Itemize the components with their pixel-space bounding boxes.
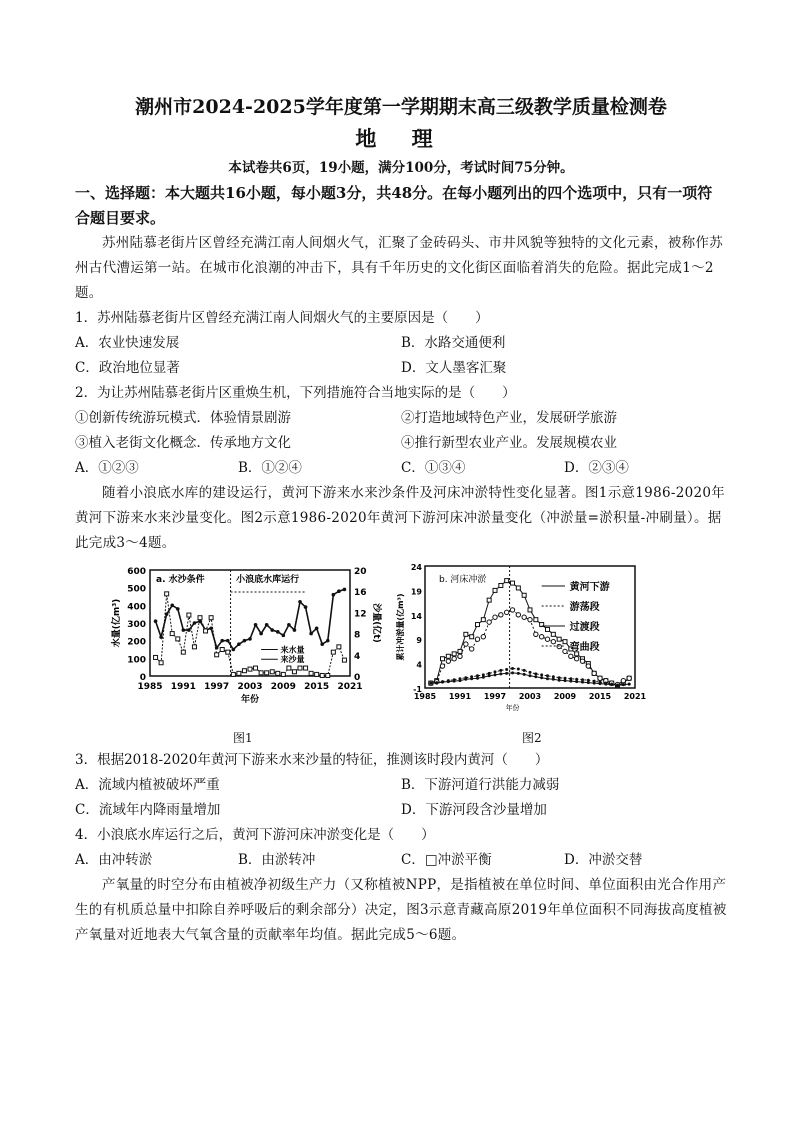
water-point bbox=[298, 600, 302, 604]
sediment-point bbox=[270, 670, 274, 674]
series-point bbox=[446, 659, 450, 663]
series-point bbox=[494, 673, 497, 676]
series-point bbox=[499, 672, 502, 675]
water-point bbox=[220, 639, 224, 643]
question-stem: 1．苏州陆慕老街片区曾经充满江南人间烟火气的主要原因是（ ） bbox=[75, 310, 489, 326]
series-point bbox=[628, 683, 631, 686]
sediment-point bbox=[309, 671, 313, 675]
water-point bbox=[254, 623, 258, 627]
option-c: C．流域年内降雨量增加 bbox=[75, 802, 221, 818]
series-point bbox=[435, 681, 438, 684]
series-point bbox=[441, 680, 444, 683]
water-point bbox=[309, 632, 313, 636]
series-point bbox=[499, 613, 503, 617]
series-point bbox=[499, 669, 502, 672]
series-point bbox=[610, 683, 613, 686]
sediment-point bbox=[276, 671, 280, 675]
water-point bbox=[337, 589, 341, 593]
left-tick-label: 500 bbox=[127, 584, 146, 595]
right-tick-label: 12 bbox=[354, 609, 367, 620]
section-heading: 一、选择题：本大题共16小题，每小题3分，共48分。在每小题列出的四个选项中，只有一项符合题目要求。 bbox=[75, 184, 713, 227]
panel-label: b. 河床冲淤 bbox=[439, 575, 487, 585]
series-point bbox=[488, 672, 491, 675]
sediment-point bbox=[204, 629, 208, 633]
series-point bbox=[470, 675, 473, 678]
water-point bbox=[209, 627, 213, 631]
option-d: D．冲淤交替 bbox=[564, 852, 643, 868]
exam-page bbox=[75, 92, 727, 948]
series-point bbox=[494, 670, 497, 673]
series-point bbox=[452, 652, 456, 656]
sediment-point bbox=[342, 658, 346, 662]
series-point bbox=[551, 632, 555, 636]
x-tick-label: 2021 bbox=[337, 682, 363, 692]
left-tick-label: 600 bbox=[127, 567, 146, 577]
left-axis-label: 水量(亿m³) bbox=[112, 598, 122, 648]
series-point bbox=[475, 637, 479, 641]
left-tick-label: 200 bbox=[127, 637, 146, 648]
series-point bbox=[551, 639, 555, 643]
series-point bbox=[516, 613, 520, 617]
x-tick-label: 1997 bbox=[483, 692, 507, 701]
sediment-point bbox=[242, 669, 246, 673]
series-point bbox=[552, 675, 555, 678]
sediment-point bbox=[159, 661, 163, 665]
series-point bbox=[487, 598, 491, 602]
panel-label: a. 水沙条件 bbox=[156, 575, 205, 585]
water-point bbox=[176, 607, 180, 611]
item-4: ④推行新型农业产业。发展规模农业 bbox=[401, 435, 617, 451]
water-point bbox=[226, 639, 230, 643]
question-4 bbox=[75, 823, 727, 873]
item-2: ②打造地域特色产业，发展研学旅游 bbox=[401, 410, 617, 426]
water-point bbox=[315, 627, 319, 631]
series-point bbox=[563, 649, 567, 653]
series-point bbox=[487, 620, 491, 624]
series-point bbox=[587, 679, 590, 682]
question-1 bbox=[75, 306, 727, 381]
series-point bbox=[575, 678, 578, 681]
sediment-point bbox=[165, 592, 169, 596]
option-a: A．农业快速发展 bbox=[75, 335, 180, 351]
series-point bbox=[574, 657, 578, 661]
water-point bbox=[343, 588, 347, 592]
water-point bbox=[237, 642, 241, 646]
series-point bbox=[505, 579, 509, 583]
series-point bbox=[557, 637, 561, 641]
left-tick-label: 400 bbox=[127, 602, 146, 613]
sediment-point bbox=[176, 637, 180, 641]
series-point bbox=[523, 673, 526, 676]
y-tick-label: 24 bbox=[410, 563, 422, 572]
passage-2: 随着小浪底水库的建设运行，黄河下游来水来沙条件及河床冲淤特性变化显著。图1示意1986-2020年黄河下游来水来沙量变化。图2示意1986-2020年黄河下游河床冲淤量变化（冲淤量=淤积量-冲刷量）。据此完成3～4题。 bbox=[75, 485, 726, 551]
passage-1: 苏州陆慕老街片区曾经充满江南人间烟火气，汇聚了金砖码头、市井风貌等独特的文化元素，被称作苏州古代漕运第一站。在城市化浪潮的冲击下，具有千年历史的文化街区面临着消失的危险。据此完成1～2题。 bbox=[75, 235, 723, 301]
series-point bbox=[517, 667, 520, 670]
sediment-point bbox=[209, 616, 213, 620]
series-point bbox=[581, 678, 584, 681]
water-point bbox=[287, 623, 291, 627]
series-point bbox=[534, 675, 537, 678]
series-point bbox=[569, 654, 573, 658]
sediment-point bbox=[226, 650, 230, 654]
series-point bbox=[481, 635, 485, 639]
option-c: C．①③④ bbox=[401, 460, 466, 476]
water-point bbox=[293, 628, 297, 632]
series-point bbox=[458, 649, 462, 653]
right-tick-label: 8 bbox=[354, 630, 361, 641]
right-tick-label: 20 bbox=[354, 567, 367, 577]
sediment-point bbox=[248, 667, 252, 671]
sediment-point bbox=[292, 670, 296, 674]
series-point bbox=[534, 618, 538, 622]
left-tick-label: 300 bbox=[127, 620, 146, 630]
item-1: ①创新传统游玩模式．体验情景剧游 bbox=[75, 410, 291, 426]
question-2 bbox=[75, 381, 727, 481]
plot-frame bbox=[150, 570, 350, 676]
water-point bbox=[182, 628, 186, 632]
series-point bbox=[586, 664, 590, 668]
x-tick-label: 1991 bbox=[448, 692, 472, 701]
option-a: A．由冲转淤 bbox=[75, 852, 153, 868]
series-point bbox=[493, 615, 497, 619]
exam-note: 本试卷共6页，19小题，满分100分，考试时间75分钟。 bbox=[228, 160, 574, 176]
sediment-point bbox=[231, 672, 235, 676]
right-axis-label: 沙量(亿t) bbox=[371, 603, 381, 643]
series-point bbox=[464, 642, 468, 646]
y-tick-label: 19 bbox=[410, 587, 422, 597]
series-point bbox=[622, 683, 625, 686]
x-tick-label: 2003 bbox=[237, 682, 263, 692]
series-point bbox=[598, 676, 602, 680]
left-tick-label: 0 bbox=[139, 673, 146, 683]
series-point bbox=[592, 671, 596, 675]
series-point bbox=[459, 677, 462, 680]
series-point bbox=[563, 640, 567, 644]
passage-3: 产氧量的时空分布由植被净初级生产力（又称植被NPP，是指植被在单位时间、单位面积由光合作用产生的有机质总量中扣除自养呼吸后的剩余部分）决定，图3示意青藏高原2019年单位面积不同海拔高度植被产氧量对近地表大气氧含量的贡献率年均值。据此完成5～6题。 bbox=[75, 877, 727, 943]
water-point bbox=[265, 623, 269, 627]
legend-water: 来水量 bbox=[280, 645, 305, 655]
water-point bbox=[165, 612, 169, 616]
y-tick-label: 9 bbox=[416, 636, 422, 646]
series-point bbox=[517, 672, 520, 675]
figure-2-caption: 图2 bbox=[522, 731, 542, 745]
series-point bbox=[528, 608, 532, 612]
water-point bbox=[187, 628, 191, 632]
sediment-point bbox=[298, 666, 302, 670]
sediment-point bbox=[320, 673, 324, 677]
sediment-point bbox=[259, 671, 263, 675]
x-axis-label: 年份 bbox=[505, 704, 520, 712]
series-point bbox=[441, 657, 445, 661]
water-point bbox=[259, 632, 263, 636]
y-tick-label: -1 bbox=[413, 685, 422, 694]
sediment-point bbox=[315, 672, 319, 676]
option-a: A．流域内植被破坏严重 bbox=[75, 777, 220, 793]
sediment-point bbox=[337, 645, 341, 649]
option-c: C．政治地位显著 bbox=[75, 360, 180, 376]
series-point bbox=[564, 677, 567, 680]
series-point bbox=[540, 673, 543, 676]
series-point bbox=[545, 637, 549, 641]
series-point bbox=[604, 682, 607, 685]
legend-label: 黄河下游 bbox=[569, 582, 610, 593]
legend-label: 过渡段 bbox=[569, 622, 600, 633]
x-tick-label: 2021 bbox=[623, 692, 647, 701]
legend-label: 弯曲段 bbox=[569, 642, 600, 653]
option-a: A．①②③ bbox=[75, 460, 139, 476]
series-point bbox=[621, 678, 625, 682]
series-point bbox=[616, 684, 619, 687]
water-point bbox=[304, 605, 308, 609]
series-point bbox=[446, 654, 450, 658]
series-point bbox=[452, 657, 456, 661]
water-point bbox=[270, 628, 274, 632]
series-point bbox=[546, 677, 549, 680]
series-point bbox=[482, 673, 485, 676]
sediment-point bbox=[170, 632, 174, 636]
x-tick-label: 2015 bbox=[588, 692, 612, 701]
water-point bbox=[215, 646, 219, 650]
series-point bbox=[528, 617, 532, 621]
sediment-point bbox=[181, 650, 185, 654]
x-tick-label: 2009 bbox=[270, 682, 296, 692]
water-point bbox=[159, 635, 163, 639]
question-3 bbox=[75, 748, 727, 823]
series-point bbox=[593, 680, 596, 683]
series-point bbox=[440, 664, 444, 668]
series-point bbox=[529, 671, 532, 674]
x-axis-label: 年份 bbox=[240, 695, 260, 705]
series-point bbox=[540, 676, 543, 679]
figure-1-chart bbox=[105, 558, 395, 713]
legend-sediment: 来沙量 bbox=[280, 655, 305, 665]
sediment-point bbox=[237, 671, 241, 675]
option-d: D．下游河段含沙量增加 bbox=[401, 802, 547, 818]
series-point bbox=[453, 678, 456, 681]
series-point bbox=[429, 682, 432, 685]
annotation: 小浪底水库运行 bbox=[236, 575, 300, 585]
water-point bbox=[248, 637, 252, 641]
series-point bbox=[569, 677, 572, 680]
sediment-point bbox=[281, 672, 285, 676]
series-point bbox=[510, 608, 514, 612]
series-point bbox=[505, 668, 508, 671]
exam-title: 潮州市2024-2025学年度第一学期期末高三级教学质量检测卷 bbox=[135, 96, 667, 118]
sediment-point bbox=[215, 653, 219, 657]
series-point bbox=[529, 674, 532, 677]
right-tick-label: 0 bbox=[354, 673, 361, 683]
water-point bbox=[154, 619, 158, 623]
water-point bbox=[326, 639, 330, 643]
sediment-point bbox=[304, 666, 308, 670]
y-tick-label: 4 bbox=[416, 660, 422, 670]
series-point bbox=[499, 584, 503, 588]
series-point bbox=[557, 644, 561, 648]
series-point bbox=[511, 667, 514, 670]
figure-1-caption: 图1 bbox=[233, 731, 253, 745]
series-point bbox=[493, 588, 497, 592]
y-axis-label: 累计冲淤量(亿m³) bbox=[396, 593, 405, 661]
series-point bbox=[516, 586, 520, 590]
sediment-point bbox=[331, 650, 335, 654]
legend-label: 游荡段 bbox=[569, 602, 600, 613]
water-point bbox=[193, 621, 197, 625]
series-point bbox=[599, 681, 602, 684]
sediment-point bbox=[254, 666, 258, 670]
option-b: B．水路交通便利 bbox=[401, 335, 506, 351]
series-point bbox=[476, 623, 480, 627]
item-3: ③植入老街文化概念．传承地方文化 bbox=[75, 435, 291, 451]
water-point bbox=[320, 642, 324, 646]
series-point bbox=[534, 632, 538, 636]
left-tick-label: 100 bbox=[127, 655, 146, 666]
option-b: B．由淤转冲 bbox=[238, 852, 316, 868]
series-point bbox=[447, 679, 450, 682]
sediment-point bbox=[154, 655, 158, 659]
water-point bbox=[170, 604, 174, 608]
sediment-point bbox=[326, 673, 330, 677]
option-c: C．□冲淤平衡 bbox=[401, 852, 492, 868]
question-stem: 3．根据2018-2020年黄河下游来水来沙量的特征，推测该时段内黄河（ ） bbox=[75, 752, 549, 768]
water-point bbox=[332, 593, 336, 597]
series-point bbox=[464, 676, 467, 679]
series-point bbox=[481, 618, 485, 622]
series-point bbox=[458, 654, 462, 658]
series-line-1 bbox=[431, 581, 629, 686]
x-tick-label: 2003 bbox=[518, 692, 542, 701]
figures bbox=[75, 558, 727, 748]
sediment-point bbox=[220, 648, 224, 652]
sediment-point bbox=[198, 616, 202, 620]
x-tick-label: 1997 bbox=[204, 682, 230, 692]
series-sediment bbox=[156, 594, 345, 676]
series-point bbox=[511, 581, 515, 585]
x-tick-label: 2009 bbox=[553, 692, 577, 701]
right-tick-label: 4 bbox=[354, 651, 361, 662]
series-point bbox=[505, 672, 508, 675]
y-tick-label: 14 bbox=[410, 611, 422, 621]
x-tick-label: 1985 bbox=[137, 682, 163, 692]
question-stem: 2．为让苏州陆慕老街片区重焕生机，下列措施符合当地实际的是（ ） bbox=[75, 385, 516, 401]
series-point bbox=[470, 635, 474, 639]
series-point bbox=[627, 676, 631, 680]
series-point bbox=[469, 647, 473, 651]
figure-2-chart bbox=[395, 558, 675, 713]
series-point bbox=[580, 659, 584, 663]
series-point bbox=[546, 627, 550, 631]
series-point bbox=[476, 674, 479, 677]
series-point bbox=[558, 676, 561, 679]
water-point bbox=[282, 634, 286, 638]
sediment-point bbox=[265, 671, 269, 675]
option-d: D．文人墨客汇聚 bbox=[401, 360, 507, 376]
series-point bbox=[539, 635, 543, 639]
series-point bbox=[504, 610, 508, 614]
series-point bbox=[464, 632, 468, 636]
x-tick-label: 2015 bbox=[304, 682, 330, 692]
x-tick-label: 1985 bbox=[413, 692, 437, 701]
water-point bbox=[232, 648, 236, 652]
series-point bbox=[534, 672, 537, 675]
sediment-point bbox=[192, 645, 196, 649]
sediment-point bbox=[287, 666, 291, 670]
water-point bbox=[243, 639, 247, 643]
water-point bbox=[276, 630, 280, 634]
series-point bbox=[546, 674, 549, 677]
series-point bbox=[522, 615, 526, 619]
subject-title: 地 理 bbox=[355, 126, 447, 151]
sediment-point bbox=[187, 613, 191, 617]
x-tick-label: 1991 bbox=[170, 682, 196, 692]
option-b: B．下游河道行洪能力减弱 bbox=[401, 777, 560, 793]
series-point bbox=[522, 593, 526, 597]
series-point bbox=[511, 671, 514, 674]
right-tick-label: 16 bbox=[354, 588, 367, 599]
option-b: B．①②④ bbox=[238, 460, 302, 476]
series-point bbox=[523, 669, 526, 672]
option-d: D．②③④ bbox=[564, 460, 629, 476]
question-stem: 4．小浪底水库运行之后，黄河下游河床冲淤变化是（ ） bbox=[75, 827, 435, 843]
